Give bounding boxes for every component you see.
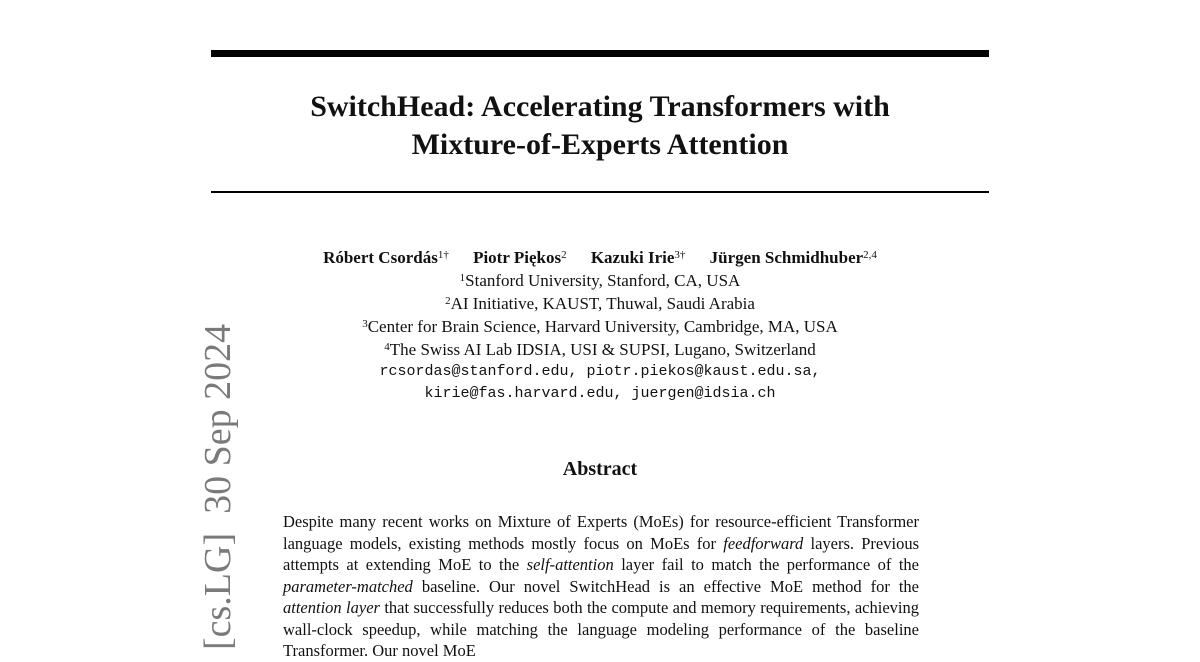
- title-bottom-rule: [211, 191, 989, 193]
- author: Kazuki Irie$^{3\dagger}$: [590, 248, 686, 267]
- author: Jürgen Schmidhuber$^{2,4}$: [709, 248, 877, 267]
- abstract-heading: Abstract: [562, 458, 638, 480]
- abstract-body: Despite many recent works on Mixture of Experts (MoEs) for resource-efficient Transformer language models, existing methods mostly focus on MoEs for feedforward layers. Previous attempts at extending MoE to the self-attention layer fail to match the performance of the parameter-matched baseline. Our novel SwitchHead is an effective MoE method for the attention layer that successfully reduces both the compute and memory requirements, achieving wall-clock speedup, while matching the language modeling performance of the baseline Transformer. Our novel MoE: [283, 512, 919, 660]
- arxiv-category: [cs.LG]: [197, 532, 239, 650]
- arxiv-date: 30 Sep 2024: [197, 323, 239, 514]
- paper-title: [211, 88, 989, 164]
- title-line-1: SwitchHead: Accelerating Transformers with: [310, 90, 890, 123]
- affiliation: $^2$AI Initiative, KAUST, Thuwal, Saudi Arabia: [445, 294, 755, 313]
- title-top-rule: [211, 50, 989, 57]
- email-line-2: kirie@fas.harvard.edu, juergen@idsia.ch: [424, 385, 776, 402]
- author: Piotr Piękos$^2$: [473, 248, 567, 267]
- affiliation: $^1$Stanford University, Stanford, CA, USA: [459, 271, 741, 290]
- affiliation: $^4$The Swiss AI Lab IDSIA, USI & SUPSI, Lugano, Switzerland: [384, 340, 816, 359]
- author-block: [211, 246, 989, 405]
- email-line-1: rcsordas@stanford.edu, piotr.piekos@kaust.edu.sa,: [379, 363, 821, 380]
- author: Róbert Csordás$^{1\dagger}$: [323, 248, 449, 267]
- affiliation: $^3$Center for Brain Science, Harvard University, Cambridge, MA, USA: [362, 317, 838, 336]
- title-line-2: Mixture-of-Experts Attention: [411, 128, 789, 161]
- author-list: [211, 246, 989, 269]
